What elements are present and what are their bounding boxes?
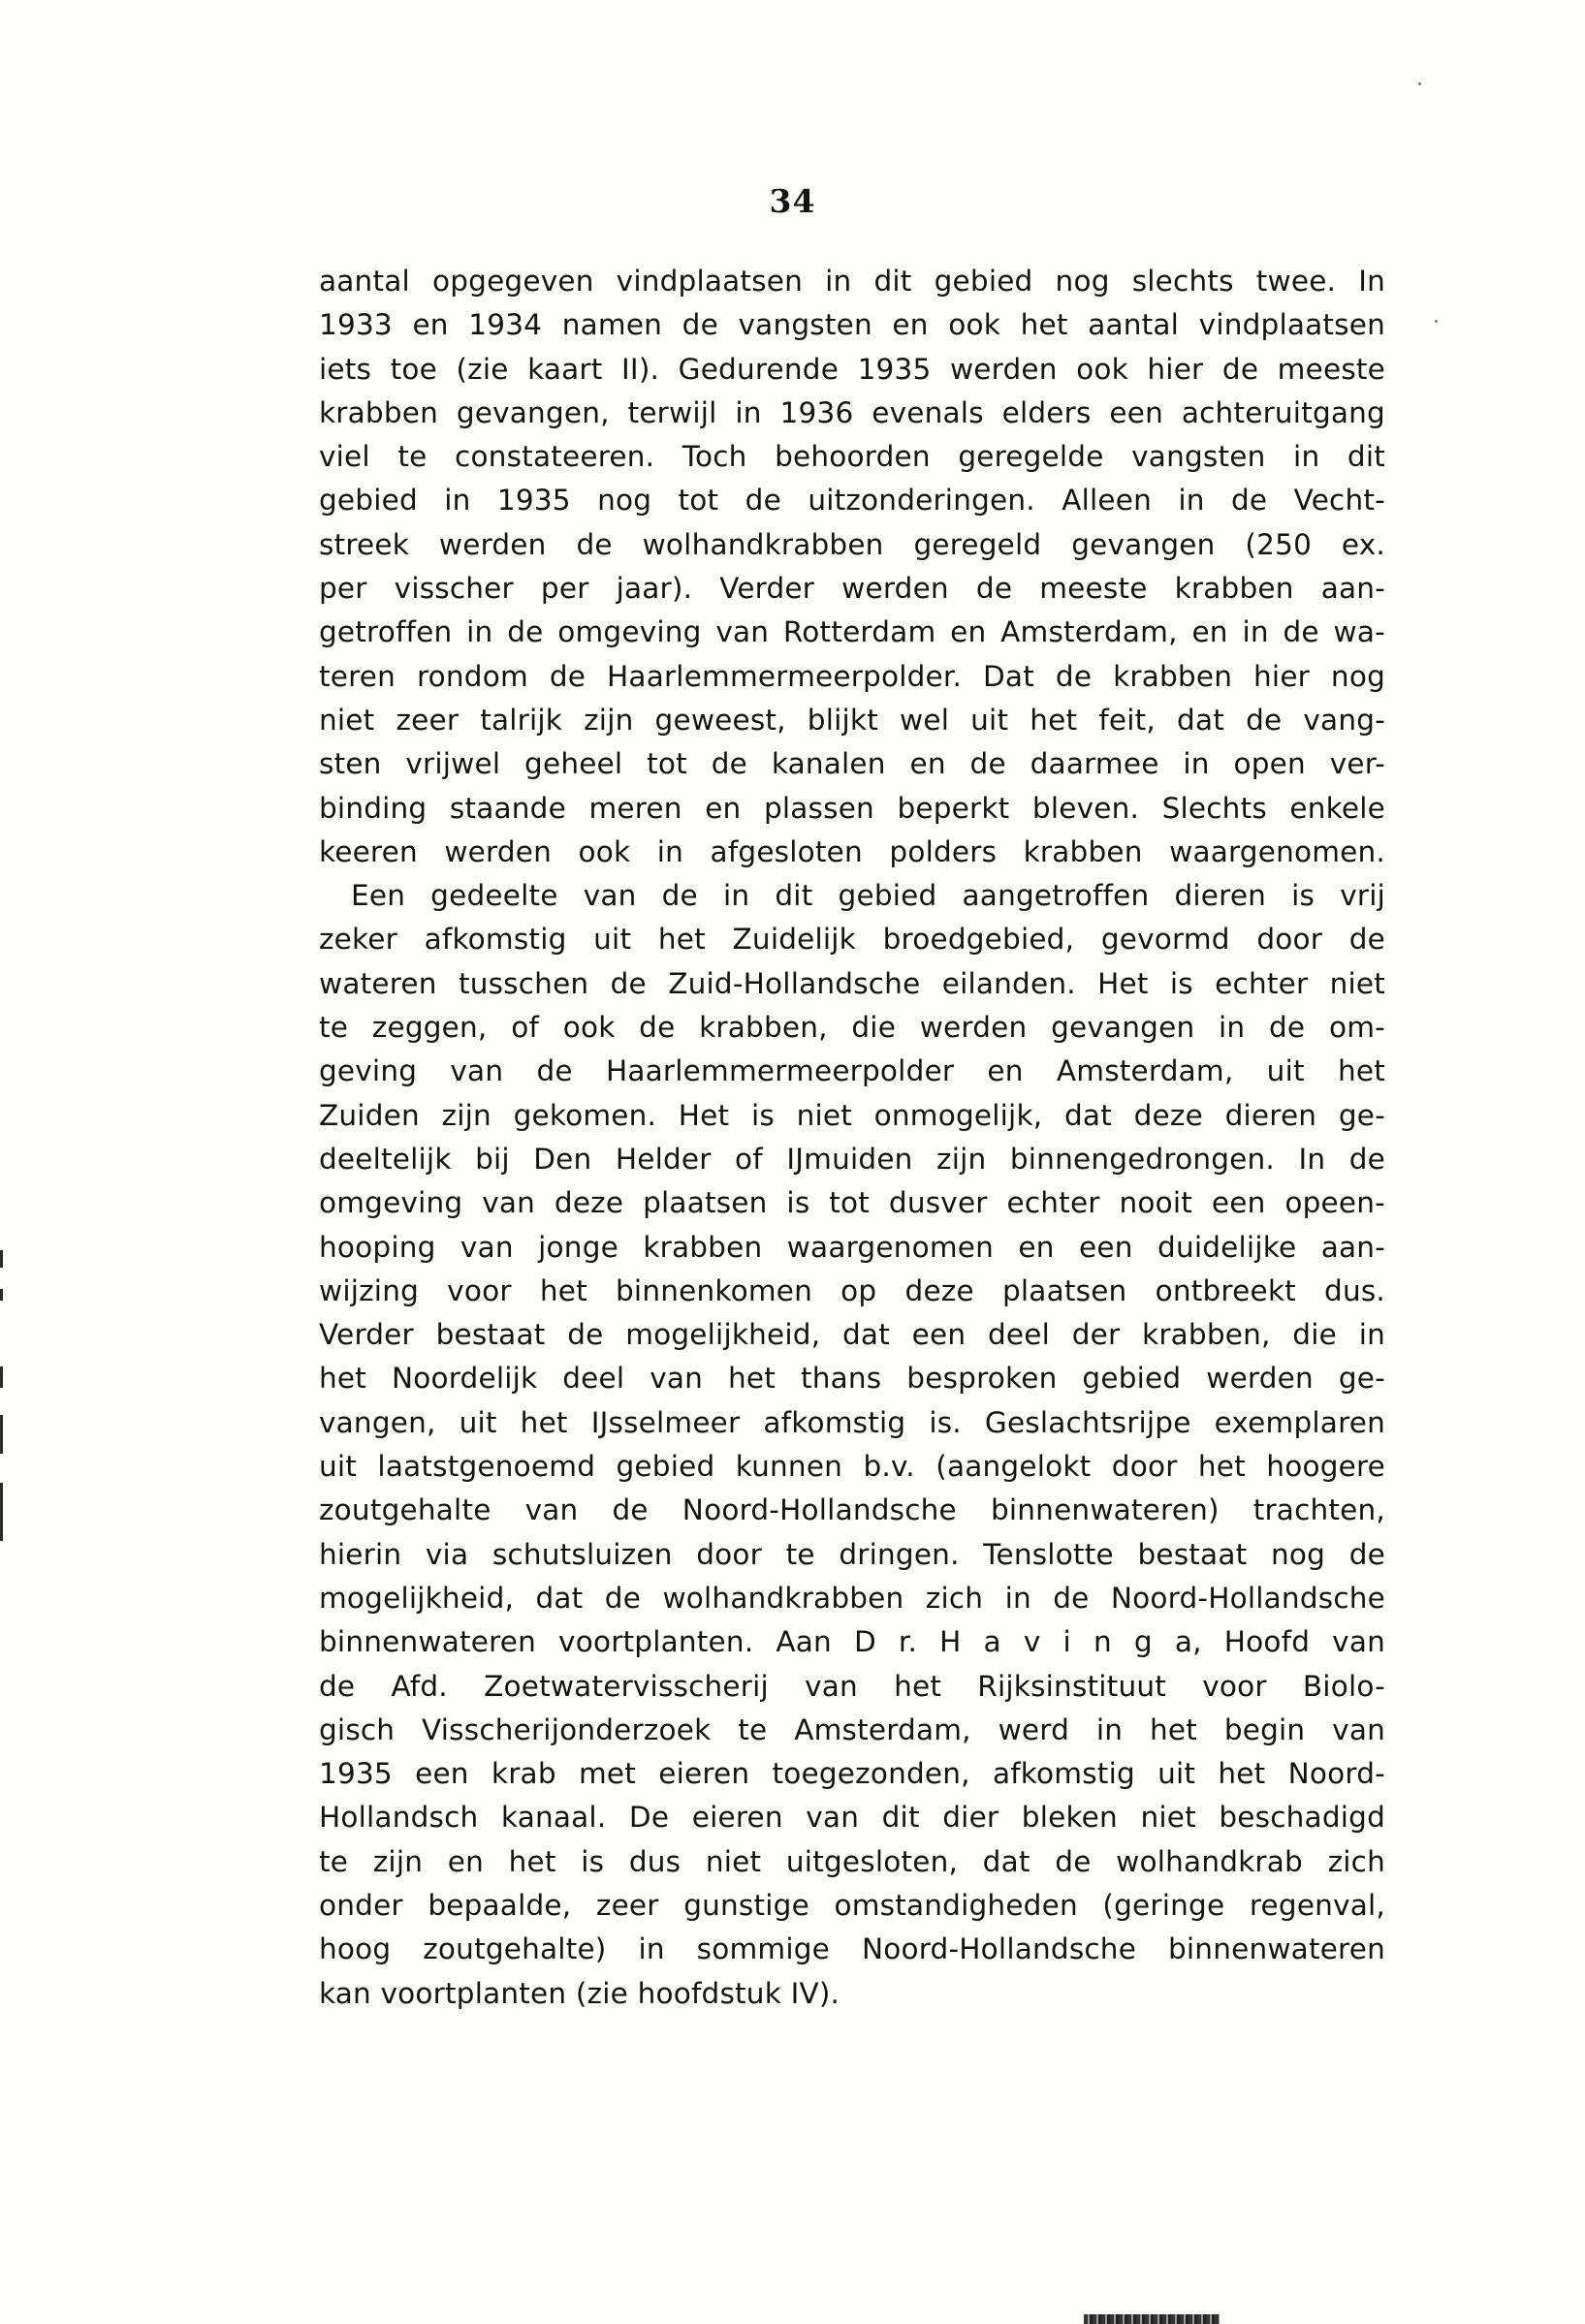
scan-edge-mark xyxy=(0,1483,3,1541)
scan-edge-mark xyxy=(0,1366,3,1388)
text-line: te zijn en het is dus niet uitgesloten, dat de wolhandkrab zich xyxy=(319,1844,1385,1878)
text-line: gisch Visscherijonderzoek te Amsterdam, werd in het begin van xyxy=(319,1712,1385,1746)
text-line: teren rondom de Haarlemmermeerpolder. Dat de krabben hier nog xyxy=(319,659,1385,693)
scan-bottom-artifact xyxy=(1084,2314,1220,2324)
text-line: getroffen in de omgeving van Rotterdam en Amsterdam, en in de wa- xyxy=(319,615,1385,649)
text-line: uit laatstgenoemd gebied kunnen b.v. (aangelokt door het hoogere xyxy=(319,1450,1385,1484)
text-line: gebied in 1935 nog tot de uitzonderingen. Alleen in de Vecht- xyxy=(319,484,1385,518)
text-line: wijzing voor het binnenkomen op deze plaatsen ontbreekt dus. xyxy=(319,1273,1385,1307)
text-line: binding staande meren en plassen beperkt bleven. Slechts enkele xyxy=(319,791,1385,825)
text-line: te zeggen, of ook de krabben, die werden gevangen in de om- xyxy=(319,1011,1385,1045)
text-line: het Noordelijk deel van het thans besproken gebied werden ge- xyxy=(319,1362,1385,1396)
text-line: hierin via schutsluizen door te dringen. Tenslotte bestaat nog de xyxy=(319,1537,1385,1571)
text-line: wateren tusschen de Zuid-Hollandsche eilanden. Het is echter niet xyxy=(319,966,1385,1000)
text-line: omgeving van deze plaatsen is tot dusver echter nooit een opeen- xyxy=(319,1186,1385,1220)
scan-speck xyxy=(1418,82,1421,85)
text-line: geving van de Haarlemmermeerpolder en Amsterdam, uit het xyxy=(319,1054,1385,1088)
scan-edge-mark xyxy=(0,1289,3,1301)
text-line-paragraph-end: kan voortplanten (zie hoofdstuk IV). xyxy=(319,1976,840,2010)
text-line: 1935 een krab met eieren toegezonden, afkomstig uit het Noord- xyxy=(319,1757,1385,1791)
text-line: binnenwateren voortplanten. Aan D r. H a v i n g a, Hoofd van xyxy=(319,1625,1385,1659)
scan-speck xyxy=(1435,320,1438,323)
text-line: vangen, uit het IJsselmeer afkomstig is. Geslachtsrijpe exemplaren xyxy=(319,1405,1385,1439)
text-line: onder bepaalde, zeer gunstige omstandigheden (geringe regenval, xyxy=(319,1888,1385,1922)
text-line: per visscher per jaar). Verder werden de meeste krabben aan- xyxy=(319,572,1385,606)
text-line: zeker afkomstig uit het Zuidelijk broedgebied, gevormd door de xyxy=(319,923,1385,957)
scan-edge-mark xyxy=(0,1415,3,1454)
text-line: streek werden de wolhandkrabben geregeld gevangen (250 ex. xyxy=(319,527,1385,561)
text-line: 1933 en 1934 namen de vangsten en ook het aantal vindplaatsen xyxy=(319,308,1385,342)
text-line: sten vrijwel geheel tot de kanalen en de daarmee in open ver- xyxy=(319,747,1385,781)
scan-edge-mark xyxy=(0,1250,3,1268)
text-line: keeren werden ook in afgesloten polders krabben waargenomen. xyxy=(319,834,1385,868)
text-line: Hollandsch kanaal. De eieren van dit dier bleken niet beschadigd xyxy=(319,1801,1385,1835)
text-line: krabben gevangen, terwijl in 1936 evenals elders een achteruitgang xyxy=(319,395,1385,429)
text-line: hoog zoutgehalte) in sommige Noord-Hollandsche binnenwateren xyxy=(319,1932,1385,1966)
text-line: Verder bestaat de mogelijkheid, dat een deel der krabben, die in xyxy=(319,1318,1385,1352)
text-line-paragraph-start: Een gedeelte van de in dit gebied aangetroffen dieren is vrij xyxy=(351,879,1385,913)
text-line: iets toe (zie kaart II). Gedurende 1935 werden ook hier de meeste xyxy=(319,352,1385,386)
text-line: mogelijkheid, dat de wolhandkrabben zich in de Noord-Hollandsche xyxy=(319,1581,1385,1615)
text-line: deeltelijk bij Den Helder of IJmuiden zijn binnengedrongen. In de xyxy=(319,1142,1385,1176)
text-line: hooping van jonge krabben waargenomen en een duidelijke aan- xyxy=(319,1230,1385,1264)
text-line: aantal opgegeven vindplaatsen in dit gebied nog slechts twee. In xyxy=(319,265,1385,298)
text-line: viel te constateeren. Toch behoorden geregelde vangsten in dit xyxy=(319,440,1385,474)
text-line: de Afd. Zoetwatervisscherij van het Rijksinstituut voor Biolo- xyxy=(319,1669,1385,1703)
text-line: zoutgehalte van de Noord-Hollandsche binnenwateren) trachten, xyxy=(319,1493,1385,1527)
text-line: niet zeer talrijk zijn geweest, blijkt wel uit het feit, dat de vang- xyxy=(319,703,1385,737)
body-text xyxy=(319,260,1385,2016)
text-line: Zuiden zijn gekomen. Het is niet onmogelijk, dat deze dieren ge- xyxy=(319,1098,1385,1132)
page-number: 34 xyxy=(769,182,816,220)
